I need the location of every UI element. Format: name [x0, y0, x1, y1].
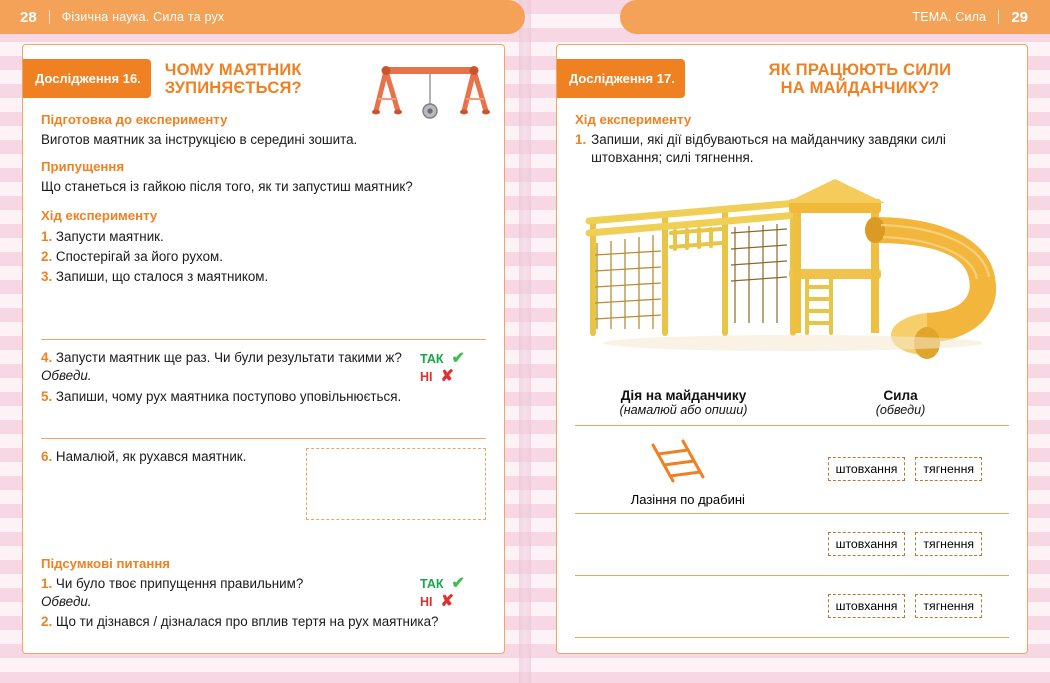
list-item: [41, 227, 486, 246]
yes-no-choice-question1[interactable]: [420, 575, 486, 610]
step-number: 2.: [41, 249, 53, 265]
task-number: 1.: [575, 131, 587, 147]
final-questions-heading: Підсумкові питання: [41, 556, 170, 572]
question-text: Чи було твоє припущення правильним?: [55, 576, 304, 592]
step5-row: [41, 388, 408, 406]
prep-text: Виготов маятник за інструкцією в середині зошита.: [41, 131, 358, 147]
step-number: 1.: [41, 228, 53, 244]
step-text: Запусти маятник.: [55, 228, 164, 244]
table-col2-header: [792, 388, 1009, 417]
force-option-push[interactable]: штовхання: [828, 594, 906, 618]
table-row: [575, 425, 1009, 513]
force-option-push[interactable]: штовхання: [828, 457, 906, 481]
step-text: Намалюй, як рухався маятник.: [55, 449, 247, 465]
check-icon: ✔: [451, 349, 465, 367]
step4-instruction: Обведи.: [41, 367, 92, 383]
left-worksheet-card: [22, 44, 505, 654]
cross-icon: ✘: [440, 367, 454, 385]
step-text: Спостерігай за його рухом.: [55, 249, 223, 265]
step-number: 6.: [41, 449, 53, 465]
final-question-2: [41, 613, 486, 631]
no-option[interactable]: [420, 594, 454, 610]
right-procedure-heading: Хід експерименту: [575, 111, 692, 127]
ladder-icon: [643, 437, 733, 487]
list-item: [41, 267, 486, 286]
table-row: [575, 513, 1009, 575]
divider: [41, 438, 486, 439]
row2-action-cell[interactable]: [575, 514, 801, 575]
divider: [41, 339, 486, 340]
right-worksheet-card: [556, 44, 1028, 654]
right-header-title: ТЕМА. Сила: [912, 10, 999, 24]
row3-force-options[interactable]: [801, 594, 1009, 618]
table-row: [575, 575, 1009, 637]
right-experiment-title-line1: ЯК ПРАЦЮЮТЬ СИЛИ: [768, 61, 952, 79]
step-number: 3.: [41, 269, 53, 285]
final-question-1: [41, 575, 408, 593]
check-icon: ✔: [451, 575, 465, 593]
yes-option[interactable]: [420, 576, 465, 592]
right-task: [575, 131, 1009, 167]
task-text: Запиши, які дії відбуваються на майданчику завдяки силі штовхання; силі тягнення.: [591, 131, 946, 165]
force-option-push[interactable]: штовхання: [828, 532, 906, 556]
prep-heading: Підготовка до експерименту: [41, 111, 228, 127]
row1-action-label: Лазіння по драбині: [630, 492, 745, 508]
col2-title: Сила: [883, 387, 918, 403]
step-text: Запусти маятник ще раз. Чи були результати такими ж?: [55, 349, 402, 365]
force-option-pull[interactable]: тягнення: [915, 532, 982, 556]
cross-icon: ✘: [440, 593, 454, 611]
table-bottom-line: [575, 637, 1009, 638]
pendulum-illustration: [370, 53, 490, 131]
no-option[interactable]: [420, 369, 454, 385]
right-page-header: [620, 0, 1050, 34]
yes-label: ТАК: [420, 577, 444, 592]
list-item: [41, 247, 486, 266]
hypothesis-heading: Припущення: [41, 158, 125, 174]
yes-no-choice-step4[interactable]: [420, 349, 486, 385]
step6-row: [41, 448, 292, 466]
question-text: Що ти дізнався / дізналася про вплив тертя на рух маятника?: [55, 614, 439, 630]
no-label: НІ: [420, 595, 433, 610]
step-number: 4.: [41, 349, 53, 365]
procedure-steps-list: [41, 227, 486, 287]
left-page-header: [0, 0, 525, 34]
question-number: 2.: [41, 614, 53, 630]
drawing-area[interactable]: [306, 448, 486, 520]
col2-subtitle: (обведи): [875, 402, 926, 417]
step-text: Запиши, чому рух маятника поступово уповільнюється.: [55, 388, 402, 404]
force-option-pull[interactable]: тягнення: [915, 457, 982, 481]
force-option-pull[interactable]: тягнення: [915, 594, 982, 618]
right-experiment-header: [557, 59, 1027, 98]
step-text: Запиши, що сталося з маятником.: [55, 269, 269, 285]
no-label: НІ: [420, 369, 433, 384]
procedure-heading: Хід експерименту: [41, 207, 158, 223]
row3-action-cell[interactable]: [575, 576, 801, 637]
table-header-row: [575, 388, 1009, 417]
col1-title: Дія на майданчику: [620, 387, 747, 403]
row1-action-cell[interactable]: [575, 431, 801, 507]
right-page-number: 29: [1011, 8, 1028, 26]
hypothesis-text: Що станеться із гайкою після того, як ти запустиш маятник?: [41, 178, 413, 194]
final-question-1-instruction: Обведи.: [41, 594, 92, 610]
row1-force-options[interactable]: [801, 457, 1009, 481]
yes-label: ТАК: [420, 351, 444, 366]
playground-illustration: [575, 173, 1009, 378]
right-experiment-tag: Дослідження 17.: [557, 59, 685, 98]
left-experiment-title-line1: ЧОМУ МАЯТНИК: [164, 61, 302, 79]
left-page-number: 28: [20, 8, 37, 26]
row2-force-options[interactable]: [801, 532, 1009, 556]
col1-subtitle: (намалюй або опиши): [619, 402, 748, 417]
forces-table: [575, 388, 1009, 638]
left-header-title: Фізична наука. Сила та рух: [49, 10, 225, 24]
left-experiment-title-line2: ЗУПИНЯЄТЬСЯ?: [164, 79, 302, 98]
question-number: 1.: [41, 576, 53, 592]
step-number: 5.: [41, 388, 53, 404]
step4-row: [41, 349, 408, 385]
yes-option[interactable]: [420, 351, 465, 367]
right-experiment-title-line2: НА МАЙДАНЧИКУ?: [780, 79, 940, 98]
table-col1-header: [575, 388, 792, 417]
page-gutter: [519, 0, 531, 683]
left-experiment-tag: Дослідження 16.: [23, 59, 151, 98]
